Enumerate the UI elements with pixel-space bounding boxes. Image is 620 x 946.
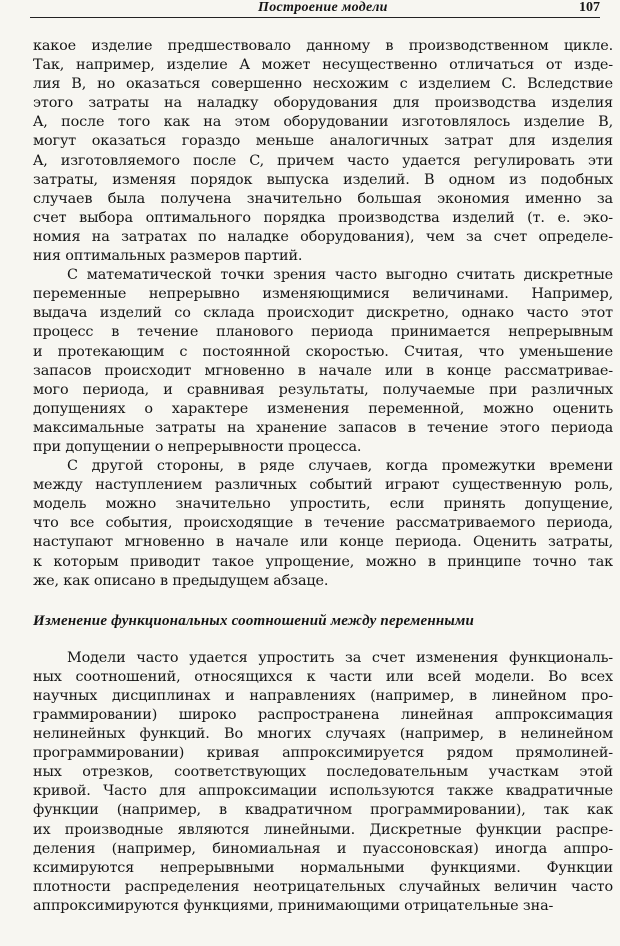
paragraph (33, 649, 613, 916)
text-line: случаев была получена значительно большая экономия именно за (33, 190, 613, 207)
text-line: лия B, но оказаться совершенно несхожим с изделием C. Вследствие (33, 76, 613, 93)
paragraph (33, 266, 613, 457)
paragraphs-after-heading (33, 649, 613, 916)
text-line: Так, например, изделие A может несущественно отличаться от изде- (33, 57, 613, 74)
text-line: мого периода, и сравнивая результаты, получаемые при различных (33, 381, 613, 398)
text-line: при допущении о непрерывности процесса. (33, 438, 362, 455)
text-line: этого затраты на наладку оборудования для производства изделия (33, 95, 613, 112)
text-line: кривой. Часто для аппроксимации используются также квадратичные (33, 783, 613, 800)
text-line: Модели часто удается упростить за счет изменения функциональ- (67, 649, 613, 666)
text-line: ксимируются непрерывными нормальными функциями. Функции (33, 859, 613, 876)
text-line: могут оказаться гораздо меньше аналогичных затрат для изделия (33, 133, 613, 150)
text-line: нелинейных функций. Во многих случаях (например, в нелинейном (33, 726, 613, 743)
text-line: ных отрезков, соответствующих последовательным участкам этой (33, 764, 613, 781)
text-line: деления (например, биномиальная и пуассоновская) иногда аппро- (33, 840, 613, 857)
text-line: модель можно значительно упростить, если принять допущение, (33, 496, 613, 513)
text-line: A, после того как на этом оборудовании изготовлялось изделие B, (33, 114, 613, 131)
text-line: наступают мгновенно в начале или конце периода. Оценить затраты, (33, 534, 613, 551)
text-line: граммировании) широко распространена линейная аппроксимация (33, 707, 613, 723)
text-line: затраты, изменяя порядок выпуска изделий. В одном из подобных (33, 171, 613, 188)
text-line: что все события, происходящие в течение рассматриваемого периода, (33, 515, 613, 532)
text-line: к которым приводит такое упрощение, можно в принципе точно так (33, 553, 613, 570)
page-body (33, 37, 613, 916)
text-line: С математической точки зрения часто выгодно считать дискретные (67, 267, 613, 284)
text-line: запасов происходит мгновенно в начале или в конце рассматривае- (33, 362, 613, 379)
text-line: научных дисциплинах и направлениях (например, в линейном про- (33, 687, 613, 704)
page-number: 107 (579, 0, 600, 15)
page-header (30, 0, 600, 18)
text-line: и протекающим с постоянной скоростью. Считая, что уменьшение (33, 343, 613, 360)
text-line: номия на затратах по наладке оборудования), чем за счет определе- (33, 228, 613, 245)
paragraphs-before-heading (33, 37, 613, 591)
running-title: Построение модели (258, 0, 388, 15)
text-line: какое изделие предшествовало данному в производственном цикле. (33, 38, 613, 54)
paragraph (33, 457, 613, 591)
text-line: максимальные затраты на хранение запасов в течение этого периода (33, 419, 613, 436)
text-line: процесс в течение планового периода принимается непрерывным (33, 324, 613, 341)
text-line: счет выбора оптимального порядка производства изделий (т. е. эко- (33, 209, 613, 226)
text-line: же, как описано в предыдущем абзаце. (33, 572, 329, 589)
section-heading: Изменение функциональных соотношений между переменными (33, 612, 475, 629)
text-line: переменные непрерывно изменяющимися величинами. Например, (33, 286, 613, 303)
text-line: их производные являются линейными. Дискретные функции распре- (33, 821, 613, 838)
text-line: выдача изделий со склада происходит дискретно, однако часто этот (33, 305, 613, 322)
paragraph (33, 37, 613, 266)
text-line: A, изготовляемого после C, причем часто удается регулировать эти (33, 152, 613, 169)
text-line: программировании) кривая аппроксимируется рядом прямолиней- (33, 745, 613, 762)
text-line: допущениях о характере изменения переменной, можно оценить (33, 400, 613, 417)
text-line: аппроксимируются функциями, принимающими отрицательные зна- (33, 897, 554, 914)
text-line: ных соотношений, относящихся к части или всей модели. Во всех (33, 668, 613, 685)
text-line: функции (например, в квадратичном программировании), так как (33, 802, 613, 819)
text-line: между наступлением различных событий играют существенную роль, (33, 477, 613, 494)
text-line: плотности распределения неотрицательных случайных величин часто (33, 878, 613, 895)
text-line: ния оптимальных размеров партий. (33, 248, 303, 265)
text-line: С другой стороны, в ряде случаев, когда промежутки времени (67, 458, 613, 475)
